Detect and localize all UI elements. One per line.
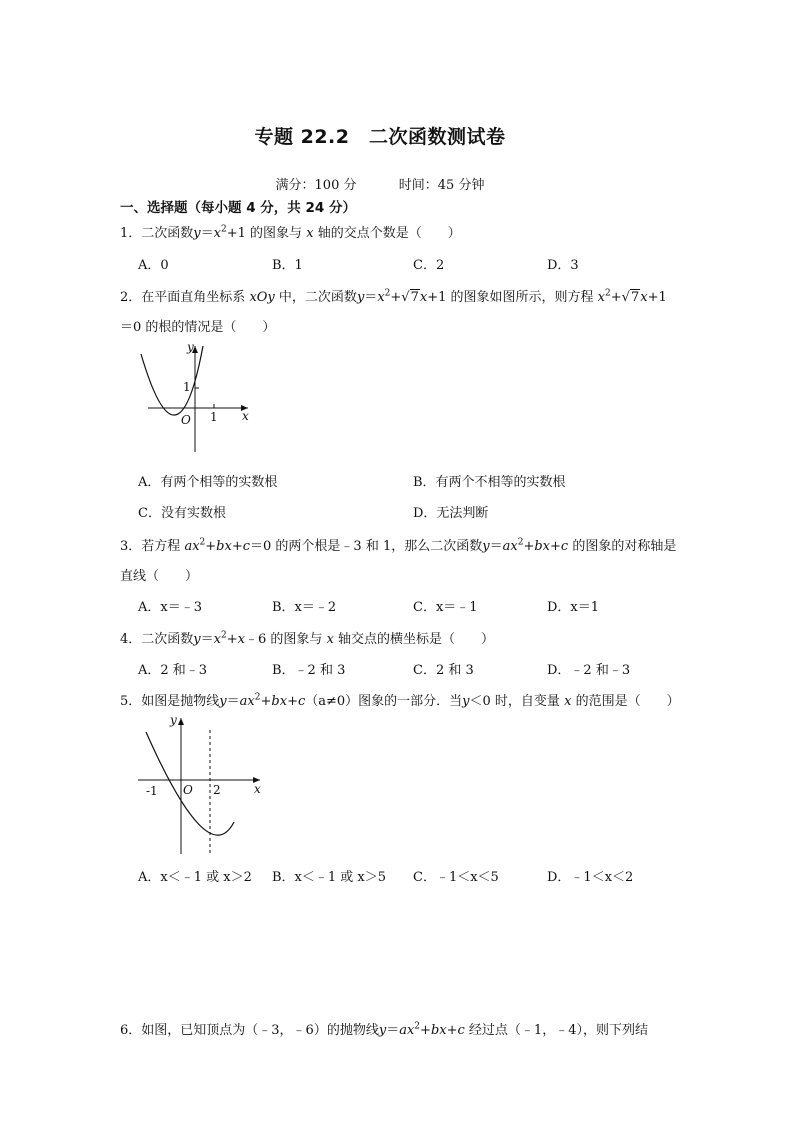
q2-option-c[interactable]: C．没有实数根 xyxy=(138,506,226,521)
q2-y-label: y xyxy=(187,340,194,354)
question-6: 6．如图，已知顶点为（﹣3，﹣6）的抛物线$y=ax^2+bx+c$ 经过点（﹣1，﹣4），则下列结 xyxy=(120,1021,648,1038)
q2-parabola-curve xyxy=(141,346,203,415)
q2-parabola-graph xyxy=(136,340,260,458)
q5-two: 2 xyxy=(213,783,221,797)
q5-y-label: y xyxy=(170,713,177,727)
q1-option-b[interactable]: B．1 xyxy=(272,258,303,273)
question-5: 5．如图是抛物线$y=ax^2+bx+c(a\ne 0)$图象的一部分．当y＜0 时，自变量 x 的范围是（ ） xyxy=(120,692,680,709)
question-3: 3．若方程 $ax^2+bx+c=0$ 的两个根是﹣3 和 1，那么二次函数$y=ax^2+bx+c$ 的图象的对称轴是 xyxy=(120,537,677,554)
question-1: 1．二次函数$y=x^2+1$ 的图象与 x 轴的交点个数是（ ） xyxy=(120,224,461,241)
section-heading: 一、选择题（每小题 4 分，共 24 分） xyxy=(120,200,356,216)
q5-option-a[interactable]: A．x＜﹣1 或 x＞2 xyxy=(138,870,252,885)
exam-time: 时间：45 分钟 xyxy=(398,178,485,193)
q1-option-c[interactable]: C．2 xyxy=(413,258,445,273)
q5-y-arrow xyxy=(178,718,184,725)
q1-option-a[interactable]: A．0 xyxy=(138,258,169,273)
q2-x-label: x xyxy=(242,409,249,423)
q2-option-d[interactable]: D．无法判断 xyxy=(413,506,489,521)
q3-option-c[interactable]: C．x＝﹣1 xyxy=(413,600,478,615)
q4-option-d[interactable]: D．﹣2 和﹣3 xyxy=(547,663,631,678)
question-2-line2: ＝0 的根的情况是（ ） xyxy=(120,320,276,335)
q2-y-one: 1 xyxy=(183,380,191,394)
q2-origin: O xyxy=(181,413,191,427)
q5-x-label: x xyxy=(254,782,261,796)
q5-option-b[interactable]: B．x＜﹣1 或 x＞5 xyxy=(272,870,387,885)
page-title: 专题 22.2 二次函数测试卷 xyxy=(254,126,506,148)
q1-option-d[interactable]: D．3 xyxy=(547,258,579,273)
q4-option-b[interactable]: B．﹣2 和 3 xyxy=(272,663,346,678)
q3-option-a[interactable]: A．x＝﹣3 xyxy=(138,600,202,615)
q5-option-d[interactable]: D．﹣1＜x＜2 xyxy=(547,870,634,885)
q3-option-d[interactable]: D．x＝1 xyxy=(547,600,600,615)
q5-parabola-graph xyxy=(136,712,266,858)
full-marks: 满分：100 分 xyxy=(275,178,357,193)
q4-option-c[interactable]: C．2 和 3 xyxy=(413,663,474,678)
exam-info xyxy=(0,174,760,193)
q4-option-a[interactable]: A．2 和﹣3 xyxy=(138,663,208,678)
q3-option-b[interactable]: B．x＝﹣2 xyxy=(272,600,337,615)
q5-option-c[interactable]: C．﹣1＜x＜5 xyxy=(413,870,499,885)
question-4: 4．二次函数$y=x^2+x﹣6$ 的图象与 x 轴交点的横坐标是（ ） xyxy=(120,630,495,647)
q2-option-b[interactable]: B．有两个不相等的实数根 xyxy=(413,475,566,490)
q2-x-one: 1 xyxy=(210,410,218,424)
q2-option-a[interactable]: A．有两个相等的实数根 xyxy=(138,475,278,490)
q5-neg1: -1 xyxy=(146,784,158,798)
q5-origin: O xyxy=(183,783,193,797)
question-2: 2．在平面直角坐标系 xOy 中，二次函数$y=x^2+√7x+1$ 的图象如图所示，则方程 $x^2+√7x+1$ xyxy=(120,288,667,305)
question-3-line2: 直线（ ） xyxy=(120,569,199,584)
